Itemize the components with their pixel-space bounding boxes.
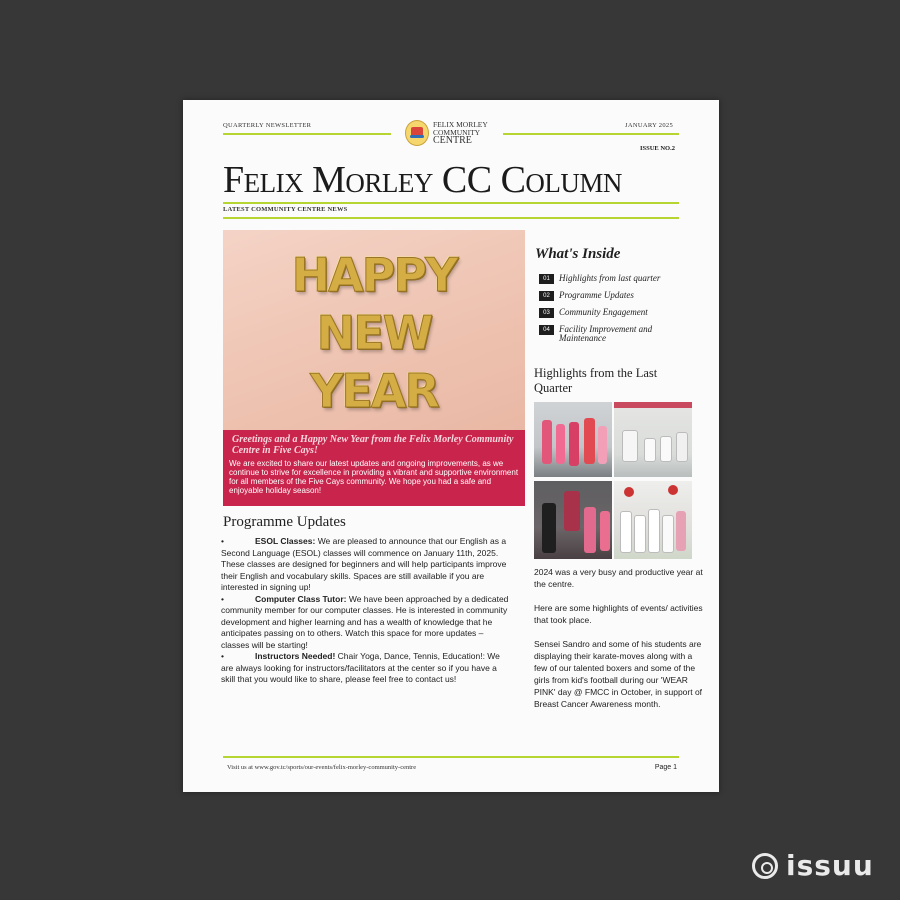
bullet: • <box>221 593 224 604</box>
programme-updates-body <box>221 536 511 686</box>
issuu-logo-icon <box>752 853 778 879</box>
highlights-heading: Highlights from the Last Quarter <box>534 366 658 395</box>
newsletter-subtitle: LATEST COMMUNITY CENTRE NEWS <box>223 206 348 213</box>
hero-word-new: NEW <box>316 306 432 360</box>
toc-item[interactable] <box>539 325 709 343</box>
header-rule-right <box>503 133 679 135</box>
photo-karate-demo <box>614 402 692 477</box>
logo-line-2: COMMUNITY <box>433 128 481 137</box>
highlights-body <box>534 566 704 710</box>
toc-number: 02 <box>539 291 554 301</box>
hero-word-happy: HAPPY <box>291 248 457 302</box>
toc-item[interactable] <box>539 308 709 318</box>
programme-updates-heading: Programme Updates <box>223 514 346 530</box>
programme-item-text: We are pleased to announce that our English as a Second Language (ESOL) classes will commence on January 11th, 2025. These classes are designed for beginners and will help participants improve their English and vocabulary skills. Spaces are still available if you are interested in signing up! <box>221 536 507 592</box>
title-rule-bottom <box>223 217 679 219</box>
issue-date: JANUARY 2025 <box>625 122 673 129</box>
logo-text <box>433 121 488 145</box>
issuu-wordmark: issuu <box>786 849 874 882</box>
toc-item[interactable] <box>539 291 709 301</box>
photo-karate-students <box>614 481 692 559</box>
toc-label: Programme Updates <box>559 290 634 300</box>
happy-new-year-image <box>223 230 525 430</box>
programme-item <box>221 536 511 594</box>
greeting-box <box>223 430 525 506</box>
toc-item[interactable] <box>539 274 709 284</box>
footer-rule <box>223 756 679 758</box>
highlights-paragraph: 2024 was a very busy and productive year at the centre. <box>534 567 703 589</box>
crest-icon <box>405 120 429 146</box>
highlights-paragraph: Here are some highlights of events/ activities that took place. <box>534 603 703 625</box>
table-of-contents <box>539 274 709 350</box>
highlights-paragraph: Sensei Sandro and some of his students are displaying their karate-moves along with a few of our talented boxers and some of the girls from kid's football during our 'WEAR PINK' day @ FMCC in October, in support of Breast Cancer Awareness month. <box>534 639 703 709</box>
programme-item-label: Instructors Needed! <box>255 651 336 661</box>
toc-label: Community Engagement <box>559 307 648 317</box>
programme-item-label: Computer Class Tutor: <box>255 593 347 604</box>
photo-pink-day-group <box>534 402 612 477</box>
newsletter-title: Felix Morley CC Column <box>223 159 622 201</box>
page-number: Page 1 <box>654 764 677 771</box>
toc-number: 01 <box>539 274 554 284</box>
issuu-brand[interactable] <box>752 849 874 882</box>
whats-inside-heading: What's Inside <box>535 246 621 262</box>
issue-number: ISSUE NO.2 <box>639 145 675 152</box>
programme-item <box>221 651 511 686</box>
photo-boxers <box>534 481 612 559</box>
greeting-title: Greetings and a Happy New Year from the Felix Morley Community Centre in Five Cays! <box>232 434 514 456</box>
programme-item-label: ESOL Classes: <box>255 536 316 546</box>
programme-item-text: Chair Yoga, Dance, Tennis, Education!: We are always looking for instructors/facilitators at the center so if you have a skill that you would like to share, please feel free to contact us! <box>221 651 500 684</box>
toc-number: 04 <box>539 325 554 335</box>
newsletter-type-label: QUARTERLY NEWSLETTER <box>223 122 312 129</box>
greeting-body: We are excited to share our latest updates and ongoing improvements, as we continue to strive for excellence in providing a vibrant and supportive environment for all members of the Five Cays community. We hope you had a safe and enjoyable holiday season! <box>229 459 519 495</box>
toc-label: Facility Improvement and Maintenance <box>559 324 653 343</box>
newsletter-page <box>183 100 719 792</box>
logo-line-1: FELIX MORLEY <box>433 120 488 129</box>
header-rule-left <box>223 133 391 135</box>
toc-number: 03 <box>539 308 554 318</box>
bullet: • <box>221 536 224 546</box>
bullet: • <box>221 651 224 661</box>
hero-word-year: YEAR <box>310 364 438 418</box>
programme-item <box>221 594 511 652</box>
title-rule-top <box>223 202 679 204</box>
logo-line-3: CENTRE <box>433 135 472 146</box>
toc-label: Highlights from last quarter <box>559 273 661 283</box>
centre-logo <box>405 120 488 146</box>
footer-url-link[interactable]: Visit us at www.gov.tc/sports/our-events/felix-morley-community-centre <box>227 764 417 771</box>
programme-item-text: We have been approached by a dedicated community member for our computer classes. He is interested in community development and higher learning and has a wealth of knowledge that he anticipates passing on to others. Watch this space for more updates – classes will be starting! <box>221 593 509 650</box>
